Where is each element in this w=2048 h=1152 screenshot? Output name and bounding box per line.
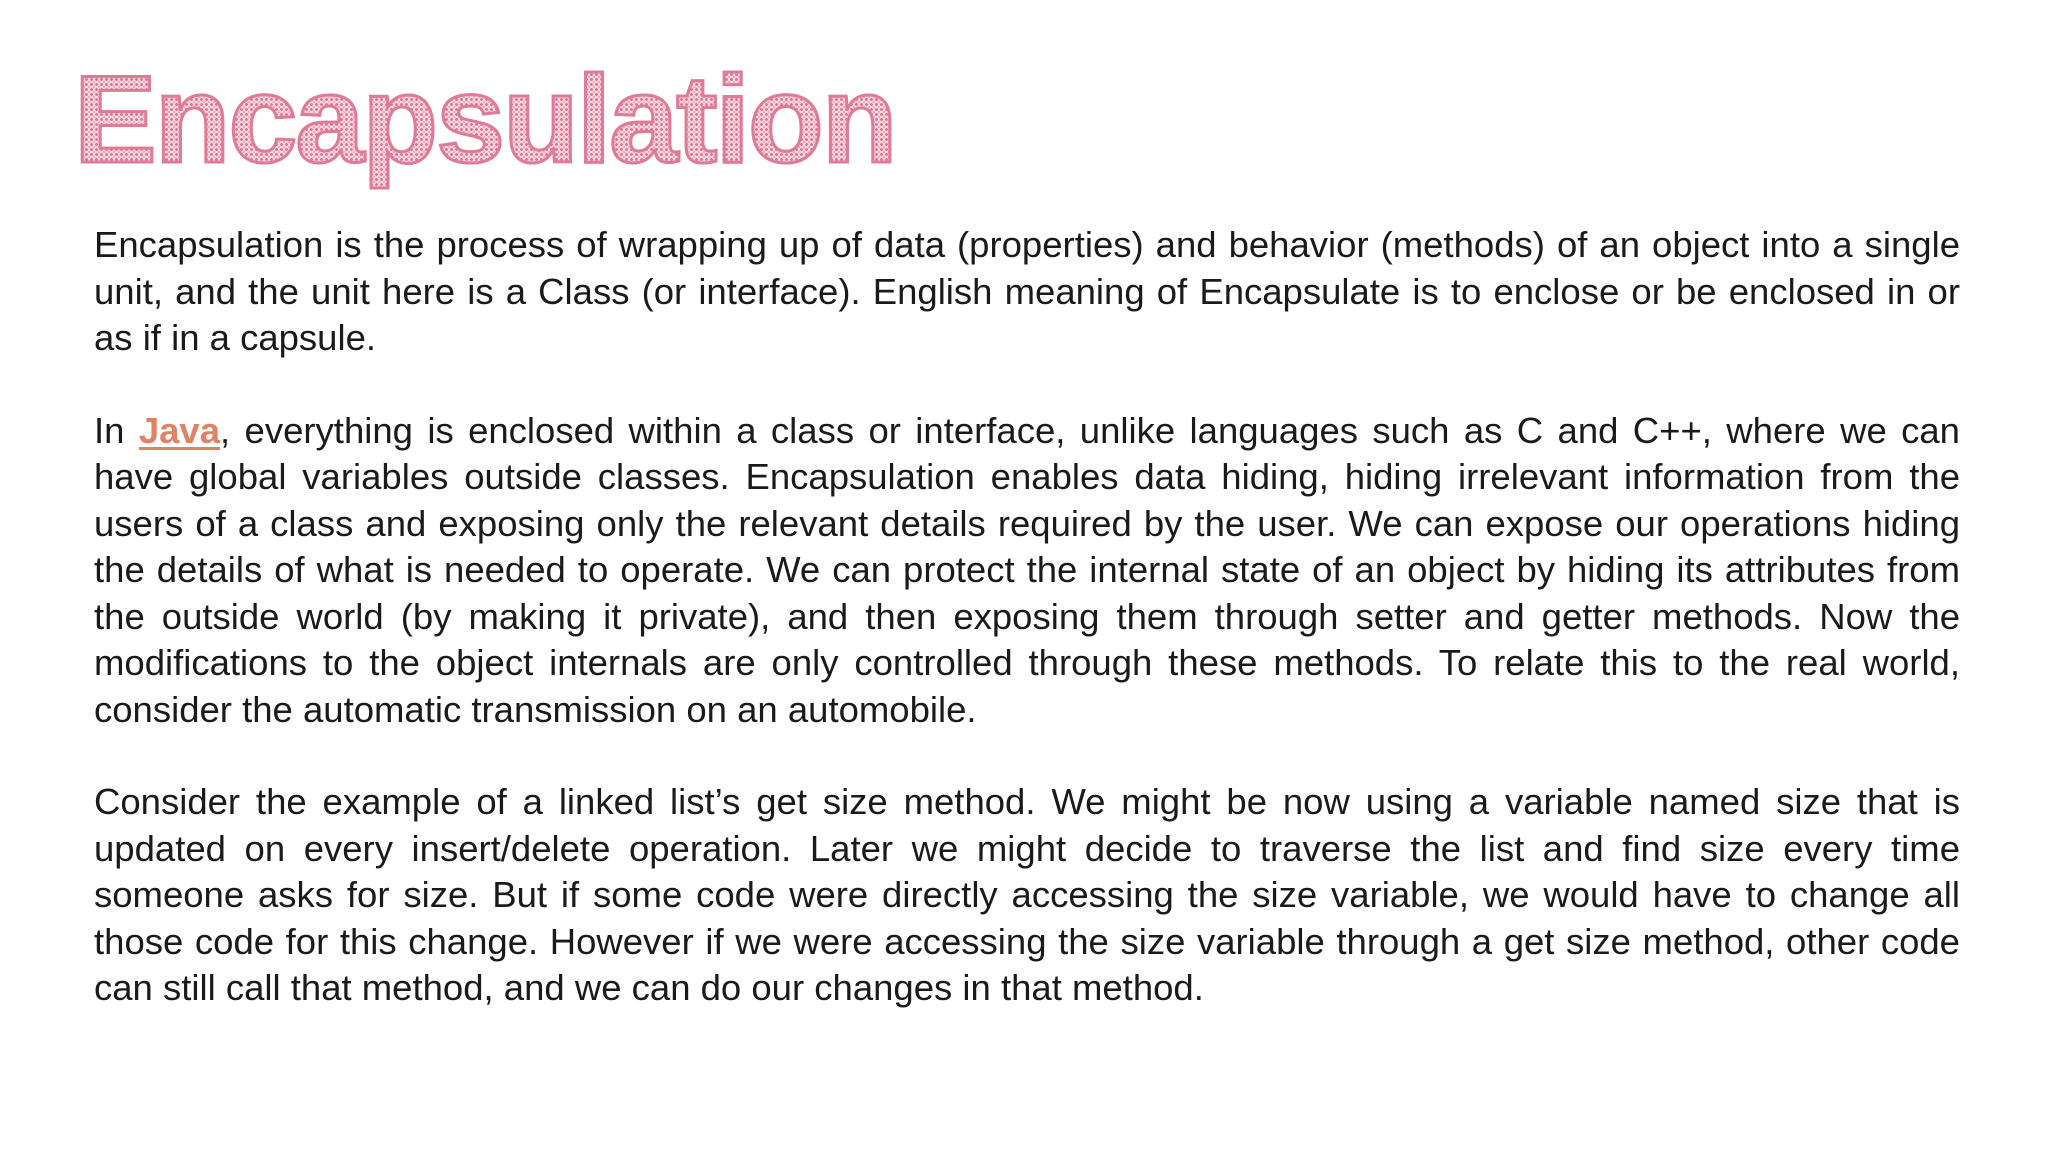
paragraph-java	[94, 408, 1960, 734]
paragraph-java-text: , everything is enclosed within a class or interface, unlike languages such as C and C++, where we can have global variables outside classes. Encapsulation enables data hiding, hiding irrelevant information from the users of a class and exposing only the relevant details required by the user. We can expose our operations hiding the details of what is needed to operate. We can protect the internal state of an object by hiding its attributes from the outside world (by making it private), and then exposing them through setter and getter methods. Now the modifications to the object internals are only controlled through these methods. To relate this to the real world, consider the automatic transmission on an automobile.	[94, 409, 1960, 730]
slide-title: Encapsulation	[74, 51, 896, 189]
paragraph-example: Consider the example of a linked list’s get size method. We might be now using a variable named size that is updated on every insert/delete operation. Later we might decide to traverse the list and find size every time someone asks for size. But if some code were directly accessing the size variable, we would have to change all those code for this change. However if we were accessing the size variable through a get size method, other code can still call that method, and we can do our changes in that method.	[94, 781, 1960, 1008]
paragraph-java-prefix: In	[94, 409, 139, 451]
paragraph-definition: Encapsulation is the process of wrapping up of data (properties) and behavior (methods) of an object into a single unit, and the unit here is a Class (or interface). English meaning of Encapsulate is to enclose or be enclosed in or as if in a capsule.	[94, 224, 1960, 358]
java-link[interactable]: Java	[138, 409, 221, 451]
slide-body	[94, 222, 1960, 1058]
